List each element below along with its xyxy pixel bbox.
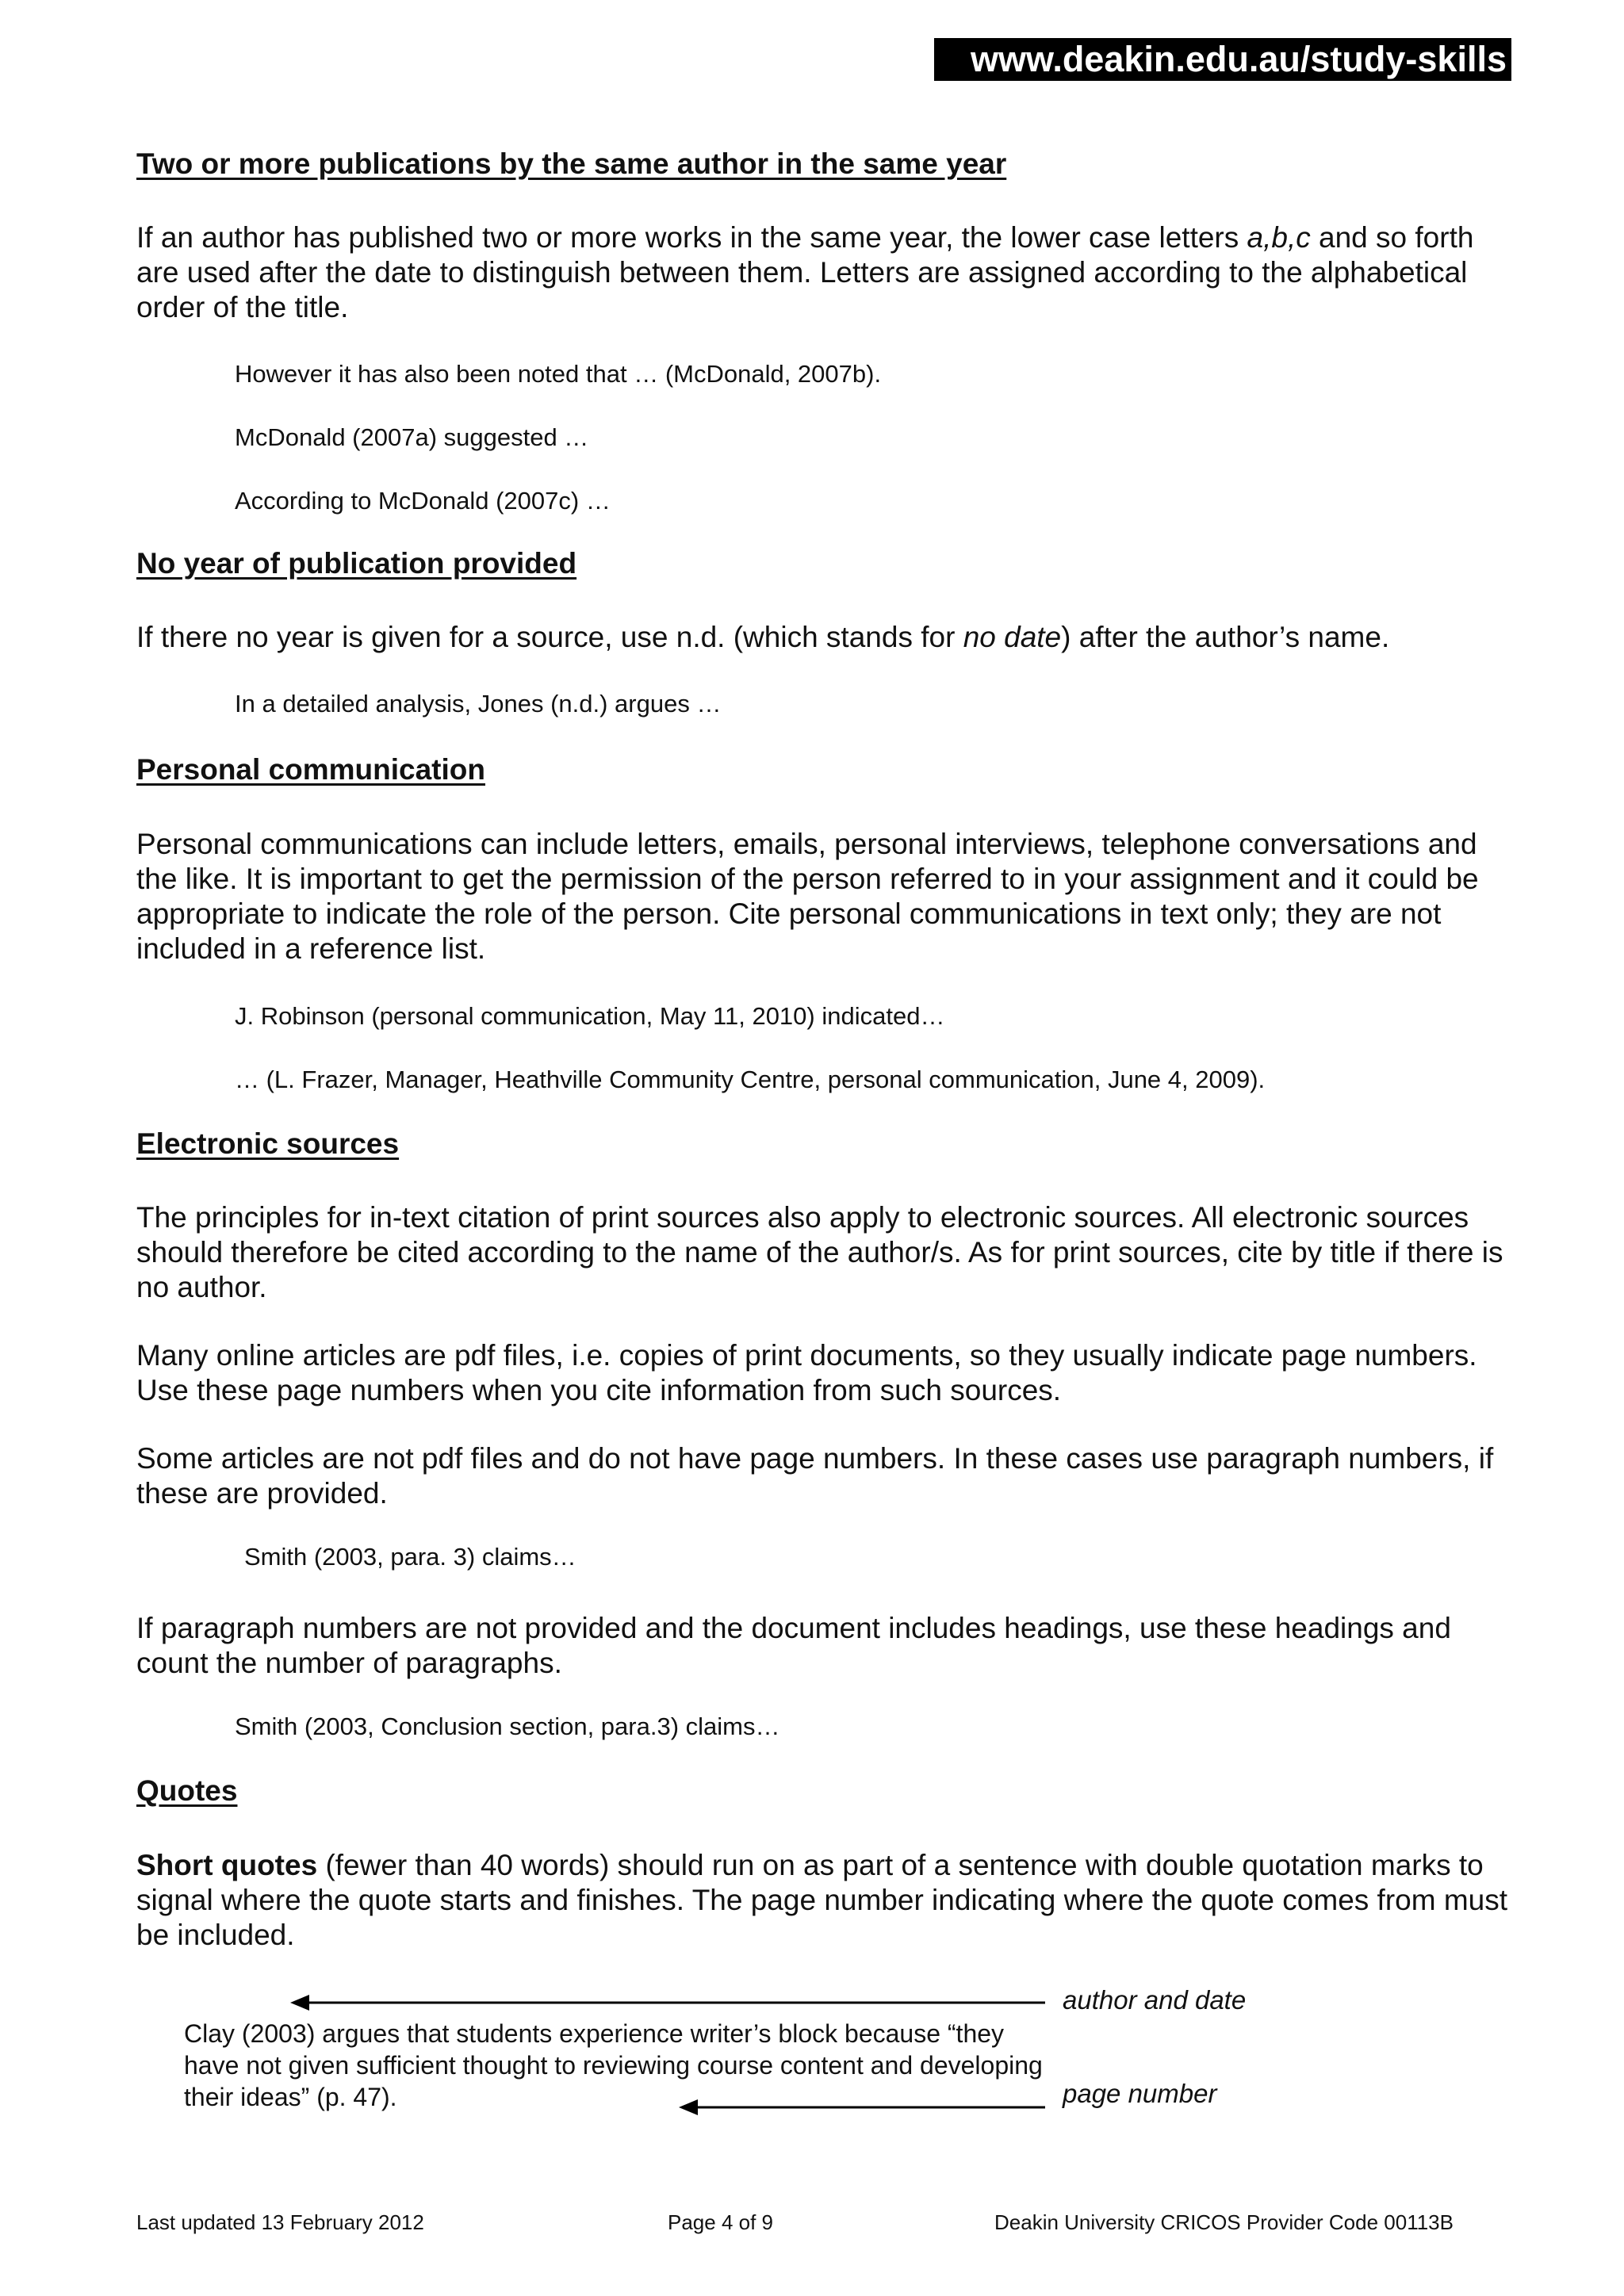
para-electronic-2: Many online articles are pdf files, i.e. copies of print documents, so they usually indicate page numbers. Use these page numbers when you cite information from such sources. [136,1339,1477,1406]
heading-quotes: Quotes [136,1774,238,1807]
label-page-number: page number [1063,2079,1217,2108]
heading-personal-communication: Personal communication [136,753,485,786]
para-no-year: If there no year is given for a source, use n.d. (which stands for no date) after the author’s name. [136,621,1390,653]
example-frazer: … (L. Frazer, Manager, Heathville Community Centre, personal communication, June 4, 2009). [235,1066,1266,1093]
footer-last-updated: Last updated 13 February 2012 [136,2210,424,2234]
example-mcdonald-2007a: McDonald (2007a) suggested … [235,423,589,451]
example-jones-nd: In a detailed analysis, Jones (n.d.) argues … [235,690,722,718]
heading-same-author: Two or more publications by the same author in the same year [136,147,1007,180]
para-personal-communication: Personal communications can include letters, emails, personal interviews, telephone conversations and the like. It is important to get the permission of the person referred to in your assignment and it could be appropriate to indicate the role of the person. Cite personal communications in text only; they are not included in a reference list. [136,828,1479,965]
heading-electronic-sources: Electronic sources [136,1127,400,1160]
para-electronic-3: Some articles are not pdf files and do not have page numbers. In these cases use paragraph numbers, if these are provided. [136,1442,1494,1510]
para-short-quotes: Short quotes (fewer than 40 words) should run on as part of a sentence with double quotation marks to signal where the quote starts and finishes. The page number indicating where the quote comes from must be included. [136,1849,1508,1951]
example-robinson: J. Robinson (personal communication, May 11, 2010) indicated… [235,1002,945,1030]
quote-example-text: Clay (2003) argues that students experience writer’s block because “they have not given sufficient thought to reviewing course content and developing their ideas” (p. 47). [184,2019,1043,2111]
example-mcdonald-2007c: According to McDonald (2007c) … [235,487,611,515]
arrow-author-date [290,1995,1045,2011]
example-mcdonald-2007b: However it has also been noted that … (McDonald, 2007b). [235,360,882,388]
label-author-and-date: author and date [1063,1985,1247,2015]
para-electronic-1: The principles for in-text citation of print sources also apply to electronic sources. All electronic sources should therefore be cited according to the name of the author/s. As for print sources, cite by title if there is no author. [136,1201,1503,1303]
site-url-banner[interactable]: www.deakin.edu.au/study-skills [934,38,1511,81]
heading-no-year: No year of publication provided [136,547,577,580]
footer-cricos: Deakin University CRICOS Provider Code 00113B [994,2210,1454,2234]
para-same-author: If an author has published two or more works in the same year, the lower case letters a,b,c and so forth are used after the date to distinguish between them. Letters are assigned according to the alphabetical order of the title. [136,221,1474,323]
example-smith-conclusion: Smith (2003, Conclusion section, para.3) claims… [235,1712,780,1740]
footer-page-number: Page 4 of 9 [668,2210,773,2234]
example-smith-para: Smith (2003, para. 3) claims… [244,1543,576,1571]
para-electronic-4: If paragraph numbers are not provided and the document includes headings, use these headings and count the number of paragraphs. [136,1612,1451,1679]
